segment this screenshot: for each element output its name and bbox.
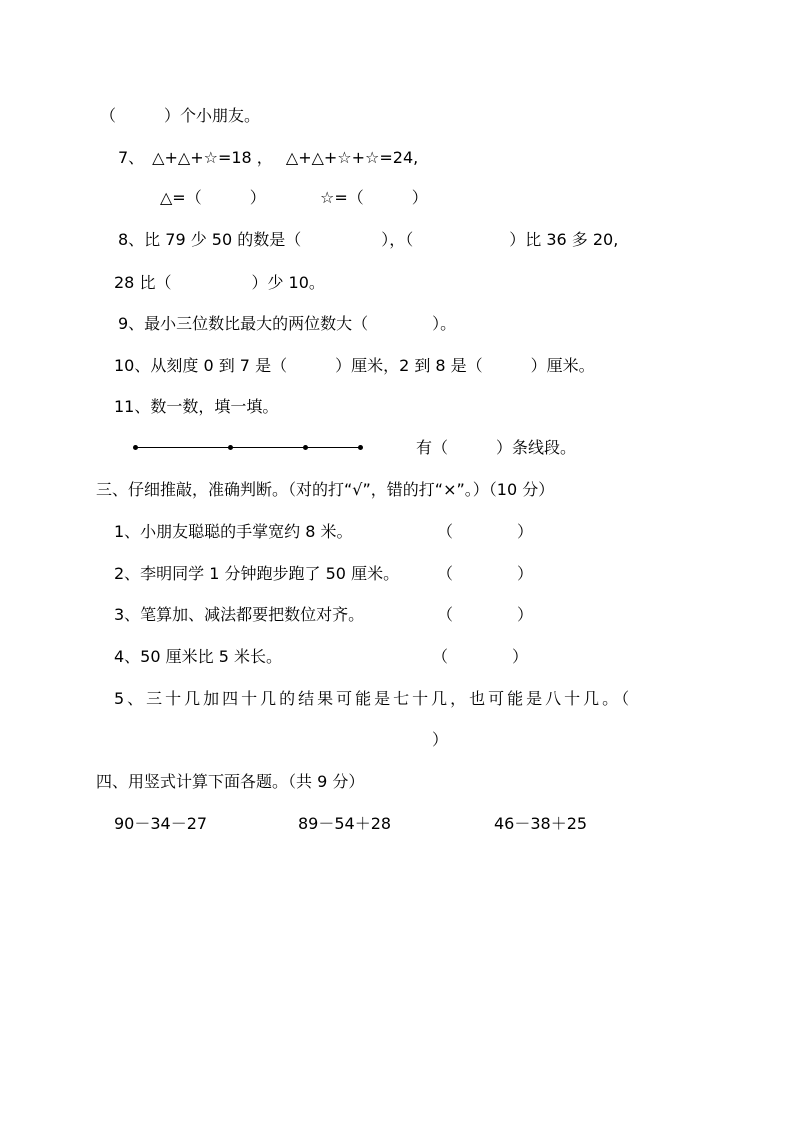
q6-tail: （ ）个小朋友。 <box>100 106 261 125</box>
judge-item-3: 3、笔算加、减法都要把数位对齐。 <box>114 605 365 624</box>
segment-point <box>133 445 138 450</box>
q9: 9、最小三位数比最大的两位数大（ ）。 <box>118 314 457 333</box>
judge-item-5: 5、三十几加四十几的结果可能是七十几，也可能是八十几。（ <box>114 689 633 708</box>
judge-blank-2: （ ） <box>437 564 534 583</box>
q8-line2: 28 比（ ）少 10。 <box>114 273 325 292</box>
q7-star-answer: ☆=（ ） <box>320 188 428 207</box>
segment-point <box>358 445 363 450</box>
q11: 11、数一数，填一填。 <box>114 397 279 416</box>
judge-blank-4: （ ） <box>432 647 529 666</box>
calc-problem-2: 89－54＋28 <box>298 814 392 833</box>
judge-blank-3: （ ） <box>437 605 534 624</box>
judge-blank-5: ） <box>432 730 449 749</box>
q8-line1: 8、比 79 少 50 的数是（ ），（ ）比 36 多 20, <box>118 230 619 249</box>
q11-answer: 有（ ）条线段。 <box>416 438 577 457</box>
section4-heading: 四、用竖式计算下面各题。（共 9 分） <box>96 772 365 791</box>
q7-triangle-answer: △=（ ） <box>160 188 266 207</box>
judge-item-2: 2、李明同学 1 分钟跑步跑了 50 厘米。 <box>114 564 400 583</box>
section3-heading: 三、仔细推敲，准确判断。（对的打“√”，错的打“×”。）（10 分） <box>96 480 555 499</box>
judge-item-4: 4、50 厘米比 5 米长。 <box>114 647 282 666</box>
segment-point <box>303 445 308 450</box>
q7-line1: 7、 △+△+☆=18 ， △+△+☆+☆=24, <box>118 148 419 167</box>
calc-problem-3: 46－38＋25 <box>494 814 588 833</box>
line-segment-figure <box>135 447 361 448</box>
segment-point <box>228 445 233 450</box>
calc-problem-1: 90－34－27 <box>114 814 208 833</box>
judge-blank-1: （ ） <box>437 522 534 541</box>
judge-item-1: 1、小朋友聪聪的手掌宽约 8 米。 <box>114 522 353 541</box>
q10: 10、从刻度 0 到 7 是（ ）厘米，2 到 8 是（ ）厘米。 <box>114 356 595 375</box>
